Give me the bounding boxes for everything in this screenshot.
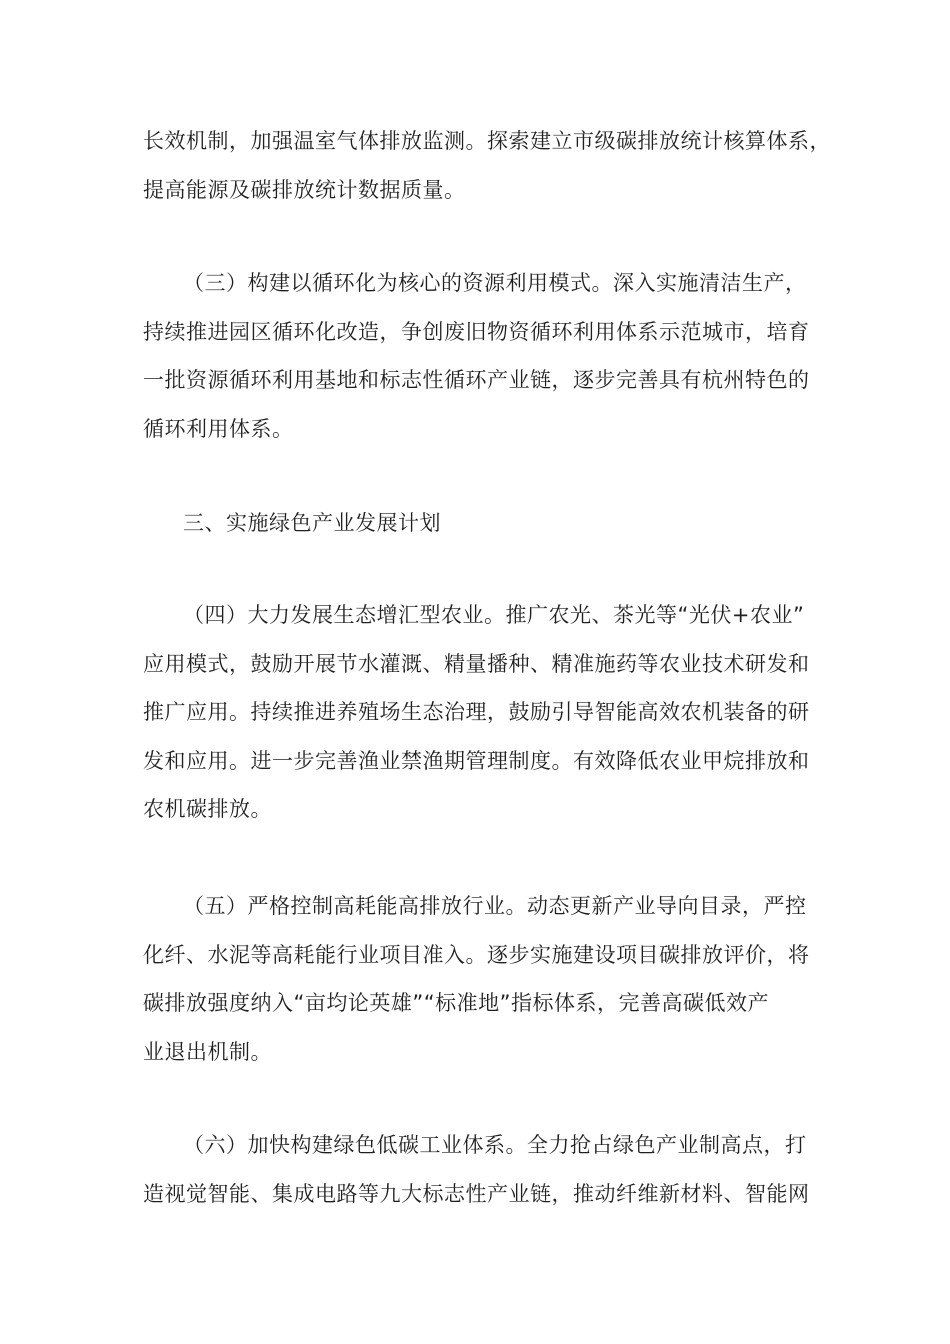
text-line: 循环利用体系。 — [143, 416, 294, 441]
text-line: 发和应用。进一步完善渔业禁渔期管理制度。有效降低农业甲烷排放和 — [143, 748, 810, 773]
paragraph-continuation — [143, 117, 831, 214]
section-heading — [143, 499, 811, 548]
text-line: 农机碳排放。 — [143, 797, 272, 821]
paragraph-item-6 — [143, 1121, 811, 1218]
paragraph-item-5 — [143, 882, 811, 1076]
heading-line: 三、实施绿色产业发展计划 — [183, 511, 441, 535]
text-line: 应用模式，鼓励开展节水灌溉、精量播种、精准施药等农业技术研发和 — [143, 651, 810, 676]
text-line: 化纤、水泥等高耗能行业项目准入。逐步实施建设项目碳排放评价，将 — [143, 942, 810, 967]
text-line: 碳排放强度纳入“亩均论英雄”“标准地”指标体系，完善高碳低效产 — [143, 991, 770, 1015]
text-line: 长效机制，加强温室气体排放监测。探索建立市级碳排放统计核算体系， — [143, 129, 831, 153]
text-line: （三）构建以循环化为核心的资源利用模式。深入实施清洁生产， — [183, 271, 807, 295]
text-line: 持续推进园区循环化改造，争创废旧物资循环利用体系示范城市，培育 — [143, 319, 810, 344]
paragraph-item-3 — [143, 259, 811, 453]
text-line: 业退出机制。 — [143, 1039, 272, 1064]
text-line: （六）加快构建绿色低碳工业体系。全力抢占绿色产业制高点，打 — [183, 1133, 807, 1157]
text-line: （四）大力发展生态增汇型农业。推广农光、茶光等“光伏+农业” — [183, 603, 805, 627]
text-line: 一批资源循环利用基地和标志性循环产业链，逐步完善具有杭州特色的 — [143, 368, 810, 392]
text-line: 提高能源及碳排放统计数据质量。 — [143, 177, 466, 202]
text-line: （五）严格控制高耗能高排放行业。动态更新产业导向目录，严控 — [183, 894, 807, 918]
paragraph-item-4 — [143, 591, 811, 834]
text-line: 推广应用。持续推进养殖场生态治理，鼓励引导智能高效农机装备的研 — [143, 700, 810, 724]
text-line: 造视觉智能、集成电路等九大标志性产业链，推动纤维新材料、智能网 — [143, 1181, 810, 1206]
